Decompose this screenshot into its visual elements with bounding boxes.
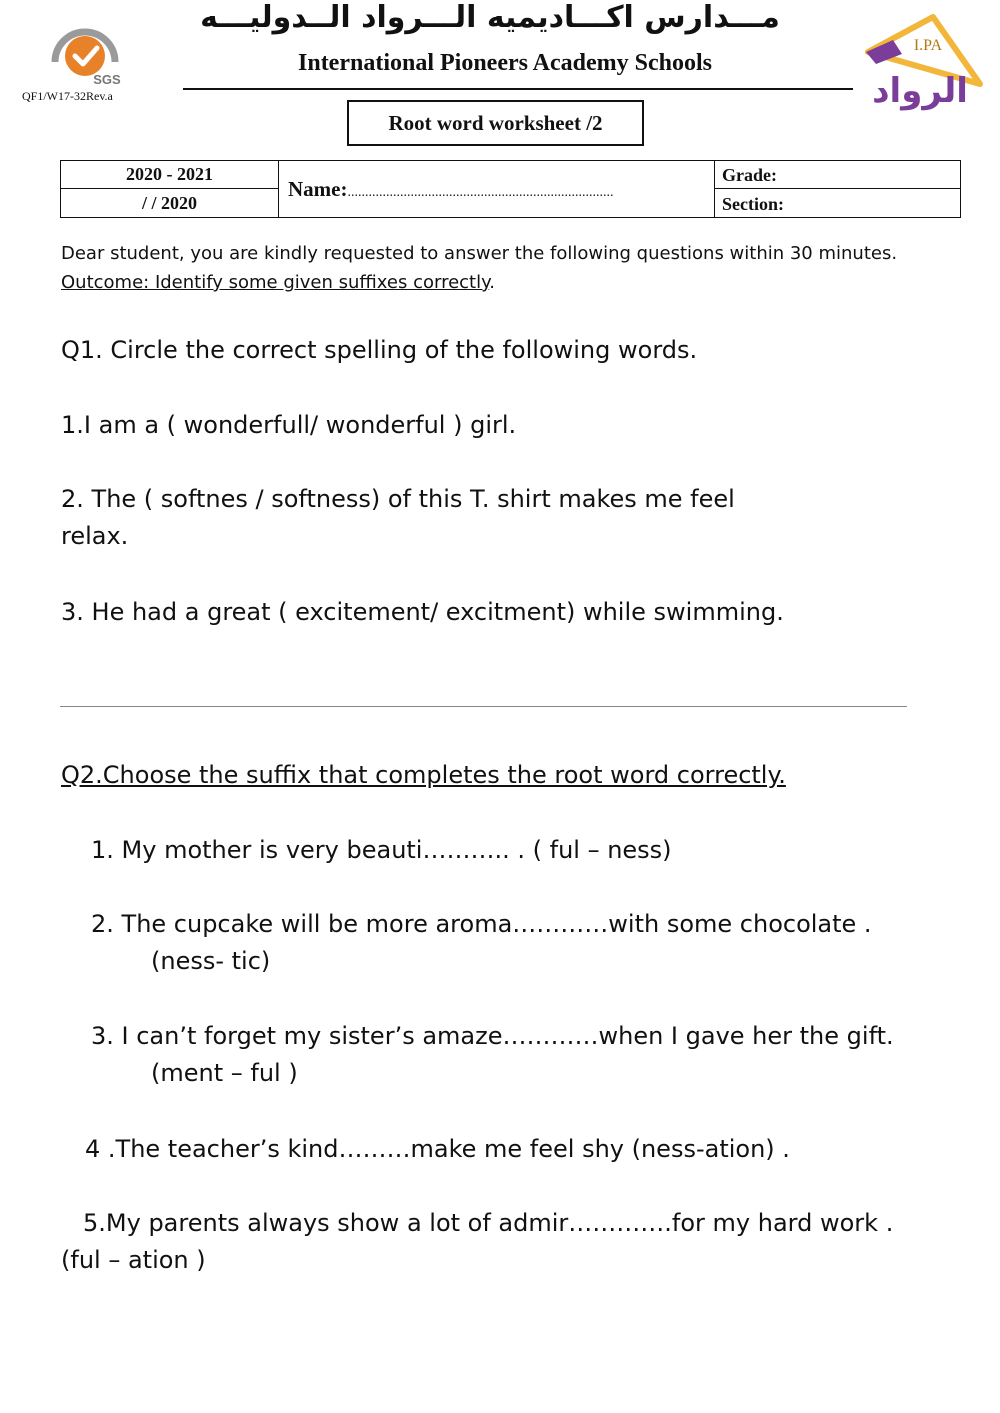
section-divider xyxy=(60,706,907,707)
q2-item-3-options: (ment – ful ) xyxy=(151,1059,298,1087)
sgs-logo-text: SGS xyxy=(93,72,121,87)
q1-title: Q1. Circle the correct spelling of the following words. xyxy=(61,336,698,364)
ipa-logo-text: I.PA xyxy=(913,37,943,54)
date-field[interactable]: / / 2020 xyxy=(61,189,279,217)
sgs-certification-logo xyxy=(45,18,123,88)
q1-item-3: 3. He had a great ( excitement/ excitment) while swimming. xyxy=(61,598,784,626)
q1-item-1: 1.I am a ( wonderfull/ wonderful ) girl. xyxy=(61,411,517,439)
ipa-academy-logo xyxy=(858,12,983,117)
ipa-logo-arabic-text: الرواد xyxy=(872,71,968,111)
header-divider xyxy=(183,88,853,90)
form-code: QF1/W17-32Rev.a xyxy=(22,89,113,103)
q2-item-5: 5.My parents always show a lot of admir………….for my hard work . xyxy=(83,1209,894,1237)
student-info-table xyxy=(60,160,961,218)
outcome-text: Outcome: Identify some given suffixes correctly xyxy=(61,272,490,293)
name-dots: ............................................................................ xyxy=(347,185,614,200)
q2-item-2-options: (ness- tic) xyxy=(151,947,271,975)
q2-item-4: 4 .The teacher’s kind………make me feel shy (ness-ation) . xyxy=(85,1135,790,1163)
q2-item-3: 3. I can’t forget my sister’s amaze…………when I gave her the gift. xyxy=(91,1022,894,1050)
q2-item-1: 1. My mother is very beauti……….. . ( ful – ness) xyxy=(91,836,672,864)
q1-item-2: 2. The ( softnes / softness) of this T. shirt makes me feel xyxy=(61,485,735,513)
academic-year: 2020 - 2021 xyxy=(61,161,279,189)
outcome-period: . xyxy=(489,272,495,293)
school-name: International Pioneers Academy Schools xyxy=(298,50,712,76)
q1-item-2-cont: relax. xyxy=(61,522,129,550)
section-field[interactable]: Section: xyxy=(722,194,784,214)
q2-item-5-options: (ful – ation ) xyxy=(61,1246,206,1274)
arabic-school-title: مـــدارس اكـــاديميه الـــرواد الــدوليـــه xyxy=(200,0,780,35)
name-field[interactable] xyxy=(279,161,715,217)
q2-item-2: 2. The cupcake will be more aroma…………with some chocolate . xyxy=(91,910,872,938)
outcome-line xyxy=(61,272,495,293)
checkmark-badge-icon xyxy=(65,36,105,76)
worksheet-title: Root word worksheet /2 xyxy=(347,100,644,146)
name-label: Name: xyxy=(288,177,348,201)
instructions: Dear student, you are kindly requested to answer the following questions within 30 minutes. xyxy=(61,243,898,264)
grade-field[interactable]: Grade: xyxy=(715,161,960,189)
q2-title: Q2.Choose the suffix that completes the root word correctly. xyxy=(61,761,786,789)
